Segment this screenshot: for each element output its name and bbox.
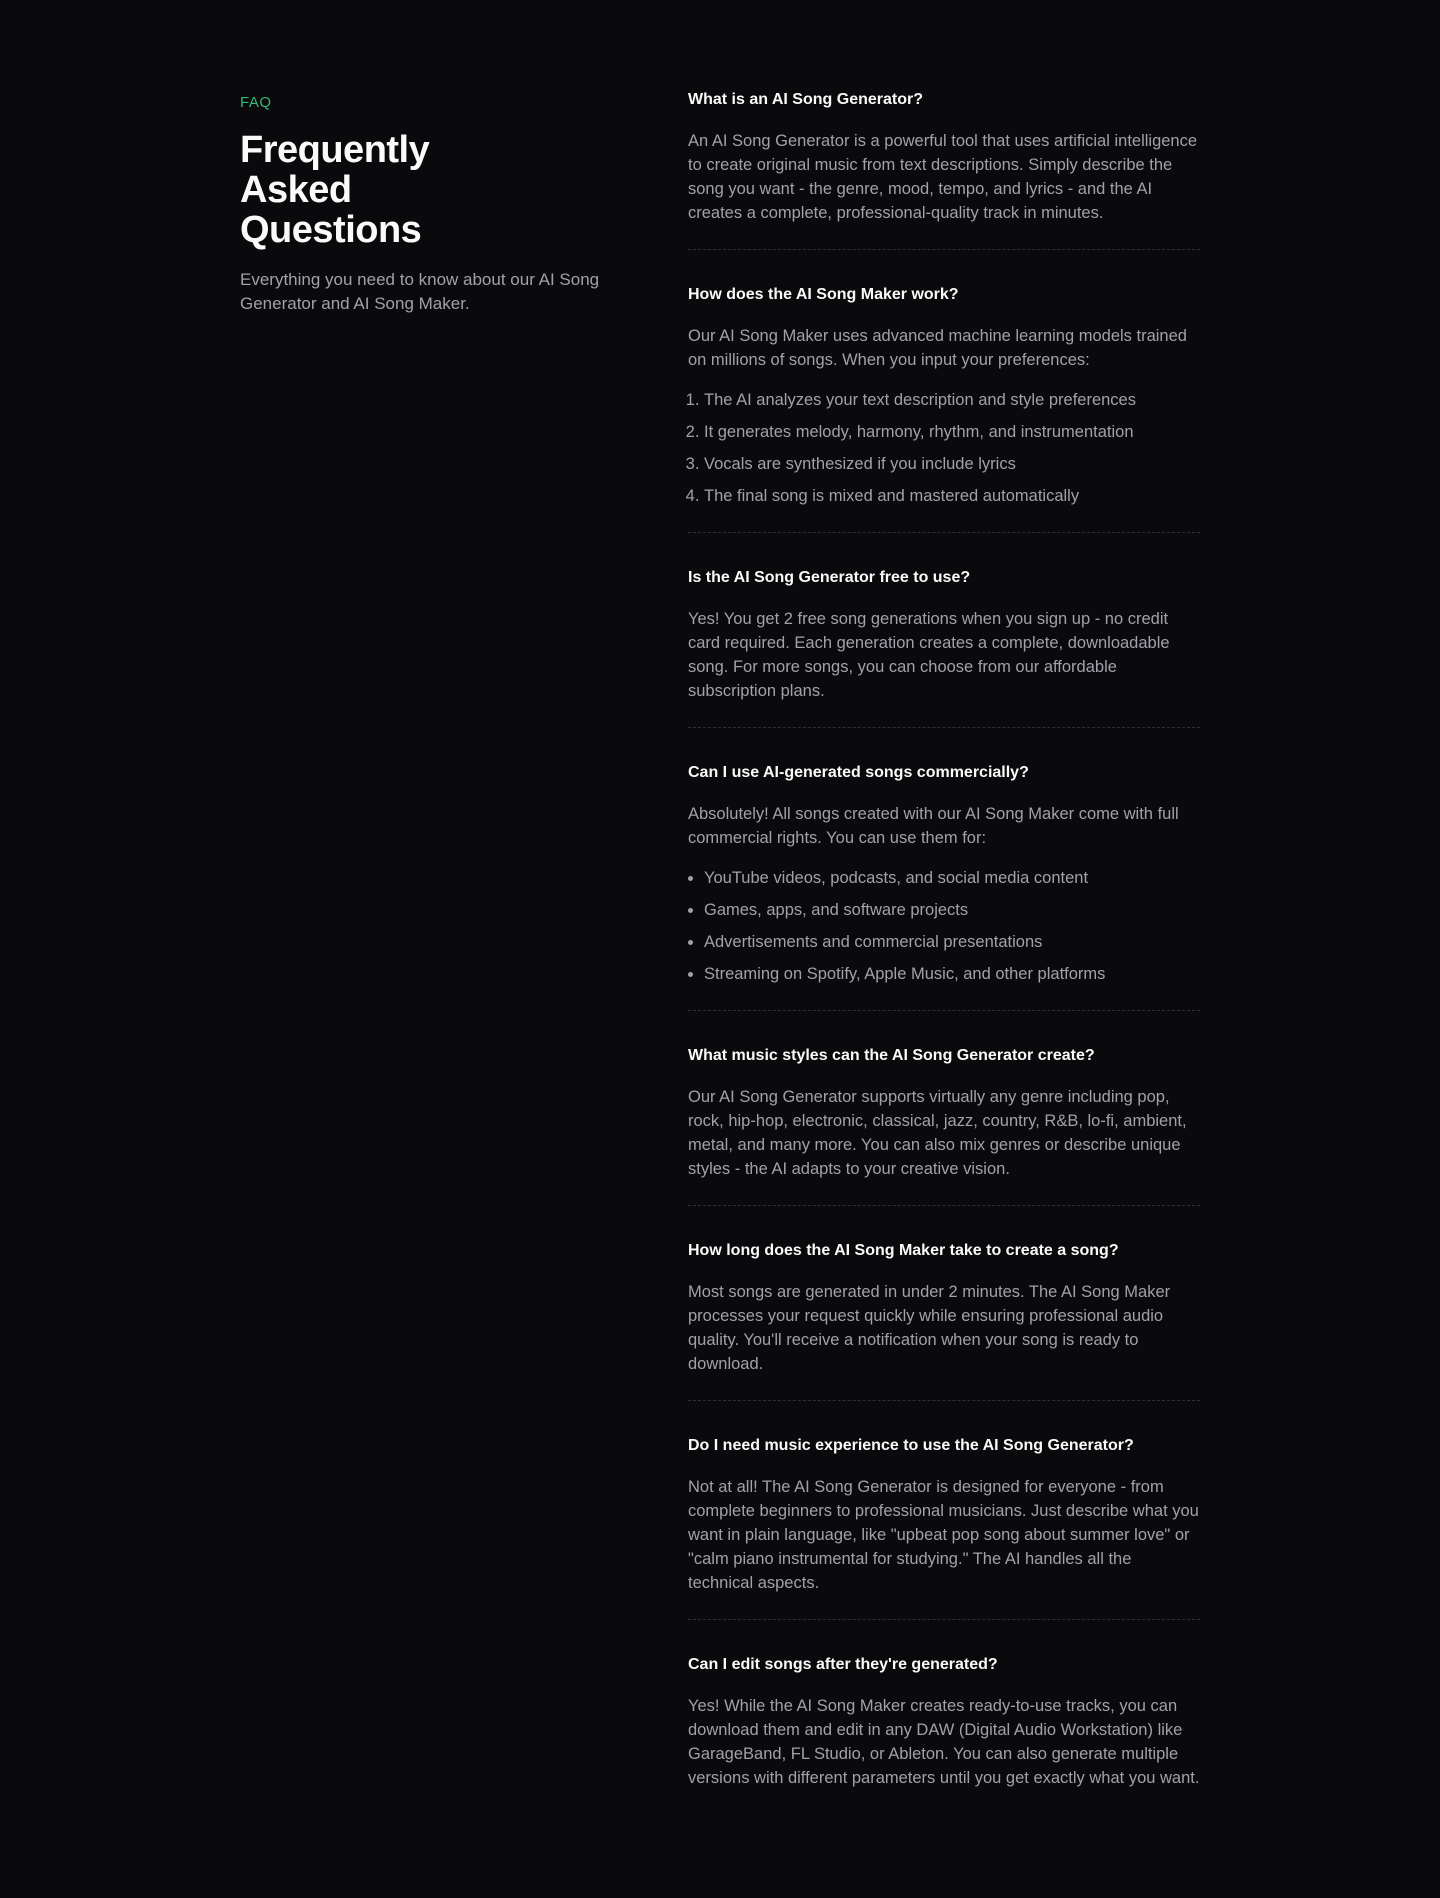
- faq-item: [688, 1655, 1200, 1814]
- list-item: • Streaming on Spotify, Apple Music, and other platforms: [704, 962, 1200, 986]
- faq-list: [688, 0, 1200, 1849]
- faq-answer: Most songs are generated in under 2 minutes. The AI Song Maker processes your request quickly while ensuring professional audio quality. You'll receive a notification when your song is ready to download.: [688, 1283, 1171, 1373]
- faq-item: [688, 1241, 1200, 1401]
- faq-eyebrow: FAQ: [240, 94, 272, 111]
- faq-intro: [240, 0, 620, 1849]
- faq-question: What is an AI Song Generator?: [688, 91, 923, 108]
- faq-answer: Our AI Song Generator supports virtually any genre including pop, rock, hip-hop, electronic, classical, jazz, country, R&B, lo-fi, ambient, metal, and many more. You can also mix genres or describe unique styles - the AI adapts to your creative vision.: [688, 1088, 1187, 1178]
- faq-section: [240, 0, 1200, 1849]
- list-item: 4. The final song is mixed and mastered automatically: [704, 484, 1200, 508]
- faq-question: How does the AI Song Maker work?: [688, 286, 959, 303]
- faq-answer: Not at all! The AI Song Generator is designed for everyone - from complete beginners to professional musicians. Just describe what you want in plain language, like "upbeat pop song about summer love" or "calm piano instrumental for studying." The AI handles all the technical aspects.: [688, 1478, 1199, 1592]
- list-item: 2. It generates melody, harmony, rhythm, and instrumentation: [704, 420, 1200, 444]
- faq-question: What music styles can the AI Song Generator create?: [688, 1047, 1095, 1064]
- faq-answer: Yes! While the AI Song Maker creates ready-to-use tracks, you can download them and edit in any DAW (Digital Audio Workstation) like GarageBand, FL Studio, or Ableton. You can also generate multiple versions with different parameters until you get exactly what you want.: [688, 1697, 1200, 1787]
- faq-answer: Our AI Song Maker uses advanced machine learning models trained on millions of songs. When you input your preferences:: [688, 327, 1187, 369]
- faq-item: [688, 568, 1200, 728]
- faq-answer: Yes! You get 2 free song generations when you sign up - no credit card required. Each generation creates a complete, downloadable song. For more songs, you can choose from our affordable subscription plans.: [688, 610, 1170, 700]
- faq-subtitle: Everything you need to know about our AI Song Generator and AI Song Maker.: [240, 270, 600, 313]
- faq-question: Can I use AI-generated songs commercially?: [688, 764, 1029, 781]
- list-item: 3. Vocals are synthesized if you include lyrics: [704, 452, 1200, 476]
- faq-question: Is the AI Song Generator free to use?: [688, 569, 971, 586]
- faq-title: Frequently Asked Questions: [240, 129, 430, 251]
- faq-bullet-list: [688, 866, 1200, 986]
- list-item: • YouTube videos, podcasts, and social media content: [704, 866, 1200, 890]
- faq-item: [688, 763, 1200, 1011]
- faq-question: How long does the AI Song Maker take to create a song?: [688, 1242, 1119, 1259]
- faq-question: Do I need music experience to use the AI Song Generator?: [688, 1437, 1134, 1454]
- faq-item: [688, 1046, 1200, 1206]
- faq-item: [688, 90, 1200, 250]
- list-item: • Games, apps, and software projects: [704, 898, 1200, 922]
- faq-item: [688, 1436, 1200, 1620]
- list-item: • Advertisements and commercial presentations: [704, 930, 1200, 954]
- faq-question: Can I edit songs after they're generated?: [688, 1656, 998, 1673]
- faq-answer: An AI Song Generator is a powerful tool that uses artificial intelligence to create original music from text descriptions. Simply describe the song you want - the genre, mood, tempo, and lyrics - and the AI creates a complete, professional-quality track in minutes.: [688, 132, 1198, 222]
- faq-ordered-list: [688, 388, 1200, 508]
- list-item: 1. The AI analyzes your text description and style preferences: [704, 388, 1200, 412]
- faq-item: [688, 285, 1200, 533]
- faq-answer: Absolutely! All songs created with our AI Song Maker come with full commercial rights. You can use them for:: [688, 805, 1179, 847]
